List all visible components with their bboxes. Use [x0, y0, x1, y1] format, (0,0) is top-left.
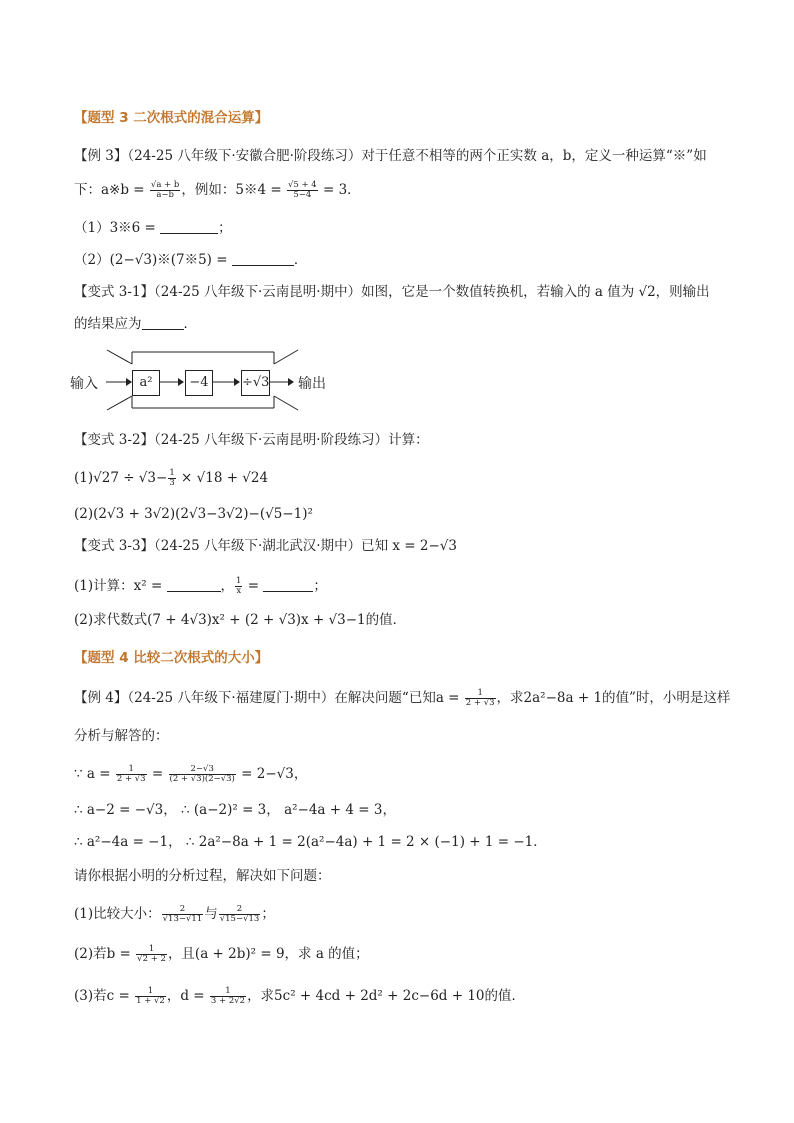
variant-3-1-line-1: 【变式 3-1】（24-25 八年级下·云南昆明·期中）如图，它是一个数值转换机，若输入的 a 值为 √2，则输出 — [74, 284, 710, 300]
q1-fraction-1 — [162, 905, 204, 924]
example-fraction-denominator: 5−4 — [293, 190, 312, 200]
example-3-question-1 — [74, 218, 232, 238]
diagram-box-divide: ÷√3 — [241, 370, 270, 396]
fraction-numerator: 1 — [135, 987, 166, 997]
answer-blank — [232, 251, 294, 266]
variant-3-1-suffix: ． — [183, 316, 197, 332]
variant-3-2-line-1: 【变式 3-2】（24-25 八年级下·云南昆明·阶段练习）计算： — [74, 432, 429, 448]
fraction-denominator: √13−√11 — [162, 914, 203, 924]
variant-3-2-q1-end: × √18 + √24 — [176, 470, 269, 486]
fraction-denominator: 1 + √2 — [136, 996, 165, 1006]
answer-blank — [167, 577, 221, 592]
step-1-start: ∵ a = — [74, 766, 115, 782]
conversion-machine-diagram — [70, 344, 370, 416]
q3-fraction-1 — [135, 987, 166, 1006]
q2-start: (2)若b = — [74, 946, 136, 962]
fraction-numerator: 1 — [210, 987, 246, 997]
section-4-heading: 【题型 4 比较二次根式的大小】 — [74, 650, 269, 666]
reciprocal-fraction — [235, 577, 242, 596]
example-4-line-1 — [74, 688, 730, 708]
example-4-intro-end: ，求2a²−8a + 1的值”时，小明是这样 — [496, 690, 731, 706]
step-1-end: = 2−√3， — [236, 766, 308, 782]
fraction-numerator: 1 — [236, 576, 242, 586]
step-1-fraction-1 — [116, 765, 147, 784]
separator: ， — [220, 578, 235, 594]
fraction-numerator: 1 — [136, 945, 167, 955]
definition-fraction-numerator: √a + b — [150, 180, 180, 190]
diagram-input-label: 输入 — [70, 376, 98, 392]
variant-3-2-q1-fraction — [168, 469, 175, 488]
equals-sign: = — [243, 578, 264, 594]
definition-fraction-denominator: a−b — [156, 190, 174, 200]
q3-fraction-2 — [210, 987, 246, 1006]
example-3-question-2 — [74, 250, 307, 270]
q3-end: ，求5c² + 4cd + 2d² + 2c−6d + 10的值． — [247, 988, 526, 1004]
example-4-question-3 — [74, 986, 525, 1006]
question-1-text: （1）3※6 = — [74, 220, 161, 236]
example-3-example-text: ，例如：5※4 = — [181, 182, 286, 198]
fraction-denominator: 3 — [169, 478, 175, 488]
answer-blank — [142, 315, 184, 330]
section-3-heading: 【题型 3 二次根式的混合运算】 — [74, 110, 269, 126]
variant-3-3-q1-suffix: ； — [313, 578, 327, 594]
fraction-denominator: 3 + 2√2 — [210, 996, 246, 1006]
q2-end: ，且(a + 2b)² = 9，求 a 的值； — [167, 946, 369, 962]
example-fraction-numerator: √5 + 4 — [287, 180, 317, 190]
fraction-denominator: x — [236, 586, 242, 596]
diagram-box-subtract: −4 — [185, 370, 213, 396]
variant-3-2-q1-start: (1)√27 ÷ √3− — [74, 470, 168, 486]
example-4-fraction — [465, 689, 496, 708]
definition-fraction — [150, 181, 180, 200]
example-4-step-3: ∴ a²−4a = −1， ∴ 2a²−8a + 1 = 2(a²−4a) + 1 = 2 × (−1) + 1 = −1． — [74, 834, 547, 850]
fraction-denominator: (2 + √3)(2−√3) — [169, 774, 235, 784]
q1-start: (1)比较大小： — [74, 906, 161, 922]
question-2-text: （2）(2−√3)※(7※5) = — [74, 252, 232, 268]
q3-mid: ，d = — [166, 988, 209, 1004]
example-4-step-2: ∴ a−2 = −√3， ∴ (a−2)² = 3， a²−4a + 4 = 3， — [74, 802, 396, 818]
example-4-line-6: 请你根据小明的分析过程，解决如下问题： — [74, 868, 331, 884]
example-3-result-text: = 3． — [318, 182, 361, 198]
example-3-line-2 — [74, 180, 361, 200]
q1-and: 与 — [204, 906, 218, 922]
diagram-output-label: 输出 — [298, 376, 326, 392]
fraction-numerator: 2 — [219, 905, 261, 915]
fraction-numerator: 1 — [169, 468, 175, 478]
example-4-intro: 【例 4】（24-25 八年级下·福建厦门·期中）在解决问题“已知a = — [74, 690, 464, 706]
fraction-denominator: 2 + √3 — [465, 698, 495, 708]
fraction-denominator: 2 + √3 — [116, 774, 146, 784]
example-4-question-1 — [74, 904, 275, 924]
variant-3-1-line-2 — [74, 314, 197, 334]
fraction-numerator: 2−√3 — [169, 765, 236, 775]
example-fraction — [287, 181, 318, 200]
q3-start: (3)若c = — [74, 988, 135, 1004]
equals-sign: = — [147, 766, 168, 782]
answer-blank — [263, 577, 313, 592]
q1-fraction-2 — [219, 905, 261, 924]
variant-3-3-line-1: 【变式 3-3】（24-25 八年级下·湖北武汉·期中）已知 x = 2−√3 — [74, 538, 457, 554]
fraction-denominator: √2 + 2 — [137, 954, 166, 964]
variant-3-1-prompt: 的结果应为 — [74, 316, 142, 332]
q2-fraction — [136, 945, 167, 964]
variant-3-3-question-2: (2)求代数式(7 + 4√3)x² + (2 + √3)x + √3−1的值． — [74, 612, 407, 628]
fraction-numerator: 1 — [465, 689, 496, 699]
example-4-step-1 — [74, 764, 307, 784]
fraction-numerator: 2 — [162, 905, 204, 915]
question-2-suffix: ． — [293, 252, 308, 268]
example-4-question-2 — [74, 944, 369, 964]
question-1-suffix: ； — [218, 220, 232, 236]
example-3-definition-text: 下：a※b = — [74, 182, 149, 198]
diagram-box-square: a² — [132, 370, 160, 396]
q1-end: ； — [261, 906, 275, 922]
fraction-numerator: 1 — [116, 765, 147, 775]
variant-3-2-question-2: (2)(2√3 + 3√2)(2√3−3√2)−(√5−1)² — [74, 506, 313, 522]
example-3-line-1: 【例 3】（24-25 八年级下·安徽合肥·阶段练习）对于任意不相等的两个正实数 a，b，定义一种运算“※”如 — [74, 148, 707, 164]
answer-blank — [160, 219, 218, 234]
fraction-denominator: √15−√13 — [219, 914, 260, 924]
step-1-fraction-2 — [169, 765, 236, 784]
variant-3-2-question-1 — [74, 468, 268, 488]
variant-3-3-question-1 — [74, 576, 327, 596]
variant-3-3-q1-start: (1)计算：x² = — [74, 578, 167, 594]
example-4-line-2: 分析与解答的： — [74, 728, 169, 744]
